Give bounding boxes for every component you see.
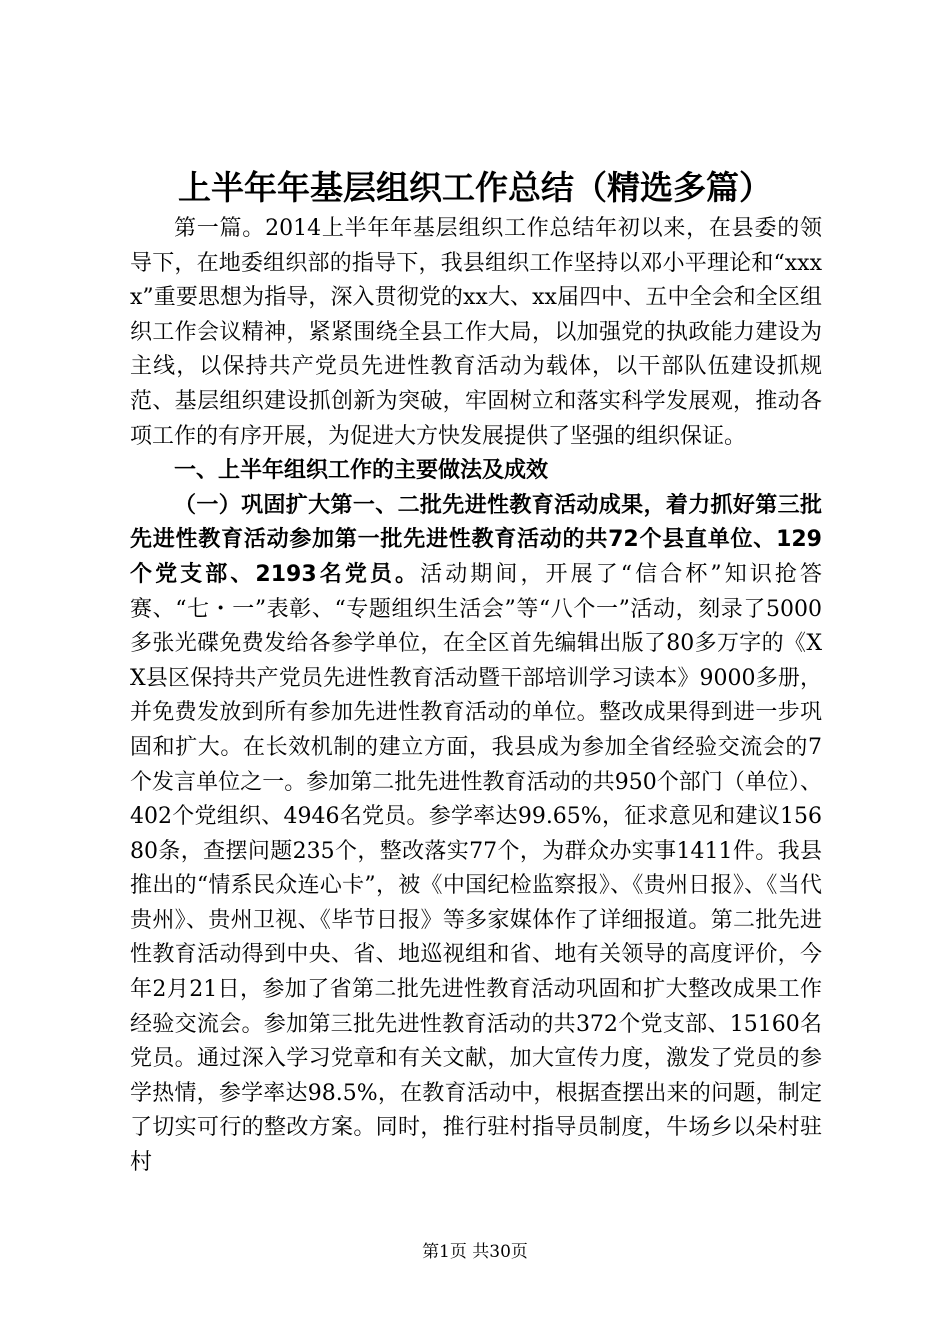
document-body: [130, 212, 822, 1181]
document-title: 上半年年基层组织工作总结（精选多篇）: [178, 168, 772, 207]
section-heading-1: 一、上半年组织工作的主要做法及成效: [174, 458, 549, 484]
section-1-body: 活动期间，开展了“信合杯”知识抢答赛、“七・一”表彰、“专题组织生活会”等“八个一”活动，刻录了5000多张光碟免费发给各参学单位，在全区首先编辑出版了80多万字的《XX县区保持共产党员先进性教育活动暨干部培训学习读本》9000多册，并免费发放到所有参加先进性教育活动的单位。整改成果得到进一步巩固和扩大。在长效机制的建立方面，我县成为参加全省经验交流会的7个发言单位之一。参加第二批先进性教育活动的共950个部门（单位）、402个党组织、4946名党员。参学率达99.65%，征求意见和建议15680条，查摆问题235个，整改落实77个，为群众办实事1411件。我县推出的“情系民众连心卡”，被《中国纪检监察报》、《贵州日报》、《当代贵州》、贵州卫视、《毕节日报》等多家媒体作了详细报道。第二批先进性教育活动得到中央、省、地巡视组和省、地有关领导的高度评价，今年2月21日，参加了省第二批先进性教育活动巩固和扩大整改成果工作经验交流会。参加第三批先进性教育活动的共372个党支部、15160名党员。通过深入学习党章和有关文献，加大宣传力度，激发了党员的参学热情，参学率达98.5%，在教育活动中，根据查摆出来的问题，制定了切实可行的整改方案。同时，推行驻村指导员制度，牛场乡以朵村驻村: [130, 561, 822, 1176]
section-1-paragraph: [130, 489, 822, 1181]
page-footer: 第1页 共30页: [422, 1242, 528, 1262]
section-1-lead: （一）巩固扩大第一、二批先进性教育活动成果，着力抓好第三批先进性教育活动参加第一批先进性教育活动的共72个县直单位、129个党支部、2193名党员。: [130, 492, 822, 587]
intro-paragraph: 第一篇。2014上半年年基层组织工作总结年初以来，在县委的领导下，在地委组织部的指导下，我县组织工作坚持以邓小平理论和“xxxx”重要思想为指导，深入贯彻党的xx大、xx届四中、五中全会和全区组织工作会议精神，紧紧围绕全县工作大局，以加强党的执政能力建设为主线，以保持共产党员先进性教育活动为载体，以干部队伍建设抓规范、基层组织建设抓创新为突破，牢固树立和落实科学发展观，推动各项工作的有序开展，为促进大方快发展提供了坚强的组织保证。: [130, 216, 822, 449]
